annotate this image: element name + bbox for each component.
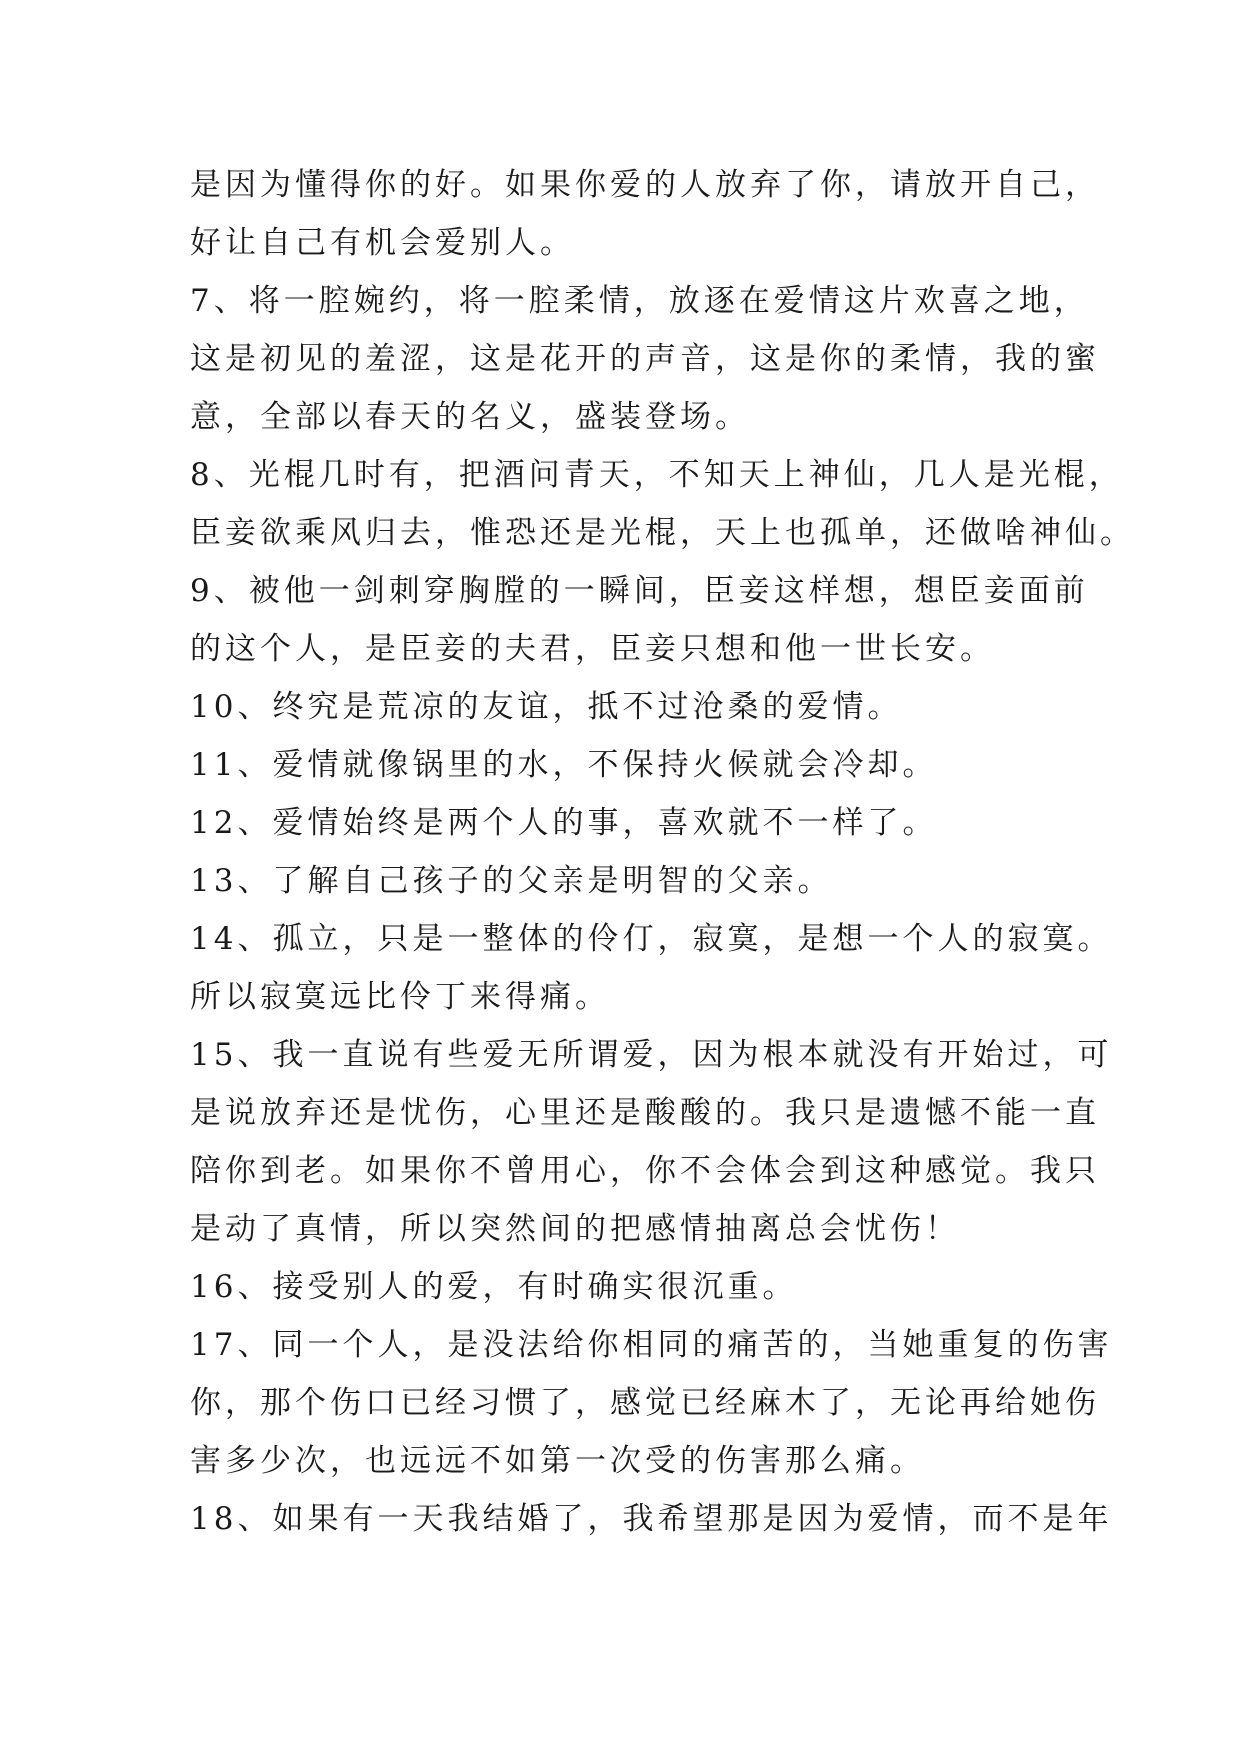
text-line: 好让自己有机会爱别人。 xyxy=(190,225,575,261)
text-line: 15、我一直说有些爱无所谓爱，因为根本就没有开始过，可 xyxy=(190,1037,1113,1073)
text-line: 17、同一个人，是没法给你相同的痛苦的，当她重复的伤害 xyxy=(190,1327,1113,1363)
text-line: 陪你到老。如果你不曾用心，你不会体会到这种感觉。我只 xyxy=(190,1153,1100,1189)
text-line: 的这个人，是臣妾的夫君，臣妾只想和他一世长安。 xyxy=(190,631,995,667)
text-line: 10、终究是荒凉的友谊，抵不过沧桑的爱情。 xyxy=(190,689,903,725)
text-line: 这是初见的羞涩，这是花开的声音，这是你的柔情，我的蜜 xyxy=(190,341,1100,377)
text-line: 所以寂寞远比伶丁来得痛。 xyxy=(190,979,610,1015)
text-line: 臣妾欲乘风归去，惟恐还是光棍，天上也孤单，还做啥神仙。 xyxy=(190,515,1135,551)
text-line: 12、爱情始终是两个人的事，喜欢就不一样了。 xyxy=(190,805,938,841)
text-line: 16、接受别人的爱，有时确实很沉重。 xyxy=(190,1269,798,1305)
text-line: 18、如果有一天我结婚了，我希望那是因为爱情，而不是年 xyxy=(190,1501,1113,1537)
text-line: 你，那个伤口已经习惯了，感觉已经麻木了，无论再给她伤 xyxy=(190,1385,1100,1421)
text-line: 是说放弃还是忧伤，心里还是酸酸的。我只是遗憾不能一直 xyxy=(190,1095,1100,1131)
text-line: 9、被他一剑刺穿胸膛的一瞬间，臣妾这样想，想臣妾面前 xyxy=(190,573,1089,609)
text-line: 13、了解自己孩子的父亲是明智的父亲。 xyxy=(190,863,833,899)
text-line: 14、孤立，只是一整体的伶仃，寂寞，是想一个人的寂寞。 xyxy=(190,921,1113,957)
text-line: 8、光棍几时有，把酒问青天，不知天上神仙，几人是光棍， xyxy=(190,457,1124,493)
text-line: 7、将一腔婉约，将一腔柔情，放逐在爱情这片欢喜之地， xyxy=(190,283,1089,319)
text-line: 是因为懂得你的好。如果你爱的人放弃了你，请放开自己， xyxy=(190,167,1100,203)
text-line: 意，全部以春天的名义，盛装登场。 xyxy=(190,399,750,435)
text-line: 11、爱情就像锅里的水，不保持火候就会冷却。 xyxy=(190,747,938,783)
text-line: 害多少次，也远远不如第一次受的伤害那么痛。 xyxy=(190,1443,925,1479)
document-body xyxy=(190,156,1135,1548)
text-line: 是动了真情，所以突然间的把感情抽离总会忧伤！ xyxy=(190,1211,960,1247)
